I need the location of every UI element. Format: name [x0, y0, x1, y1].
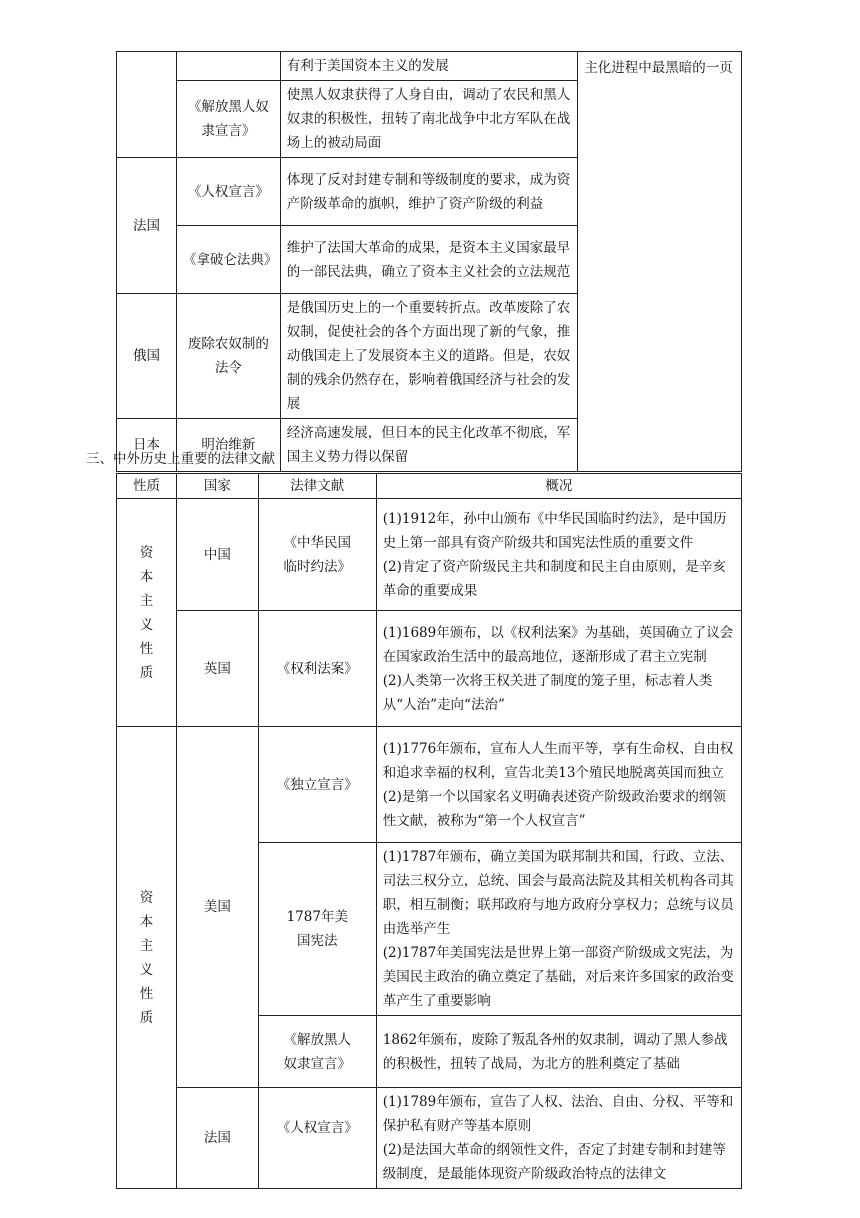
country-cell: 美国: [176, 727, 258, 1088]
country-cell: 法国: [117, 158, 177, 294]
country-cell: 俄国: [117, 294, 177, 419]
country-cell: 中国: [176, 499, 258, 611]
country-cell: 日本: [117, 419, 177, 472]
doc-cell: 《独立宣言》: [258, 727, 376, 843]
doc-cell: 《人权宣言》: [176, 158, 280, 226]
side-note-cell: 主化进程中最黑暗的一页: [578, 52, 742, 472]
overview-cell: (1)1789年颁布，宣告了人权、法治、自由、分权、平等和保护私有财产等基本原则 (2)是法国大革命的纲领性文件，否定了封建专制和封建等级制度，是最能体现资产阶级政治特点的法律文: [376, 1088, 741, 1189]
header-country: 国家: [176, 474, 258, 499]
overview-cell: (1)1912年，孙中山颁布《中华民国临时约法》，是中国历史上第一部具有资产阶级共和国宪法性质的重要文件 (2)肯定了资产阶级民主共和制度和民主自由原则，是辛亥革命的重要成果: [376, 499, 741, 611]
effect-cell: 有利于美国资本主义的发展: [280, 52, 577, 81]
header-overview: 概况: [376, 474, 741, 499]
overview-cell: (1)1776年颁布，宣布人人生而平等，享有生命权、自由权和追求幸福的权利，宣告北美13个殖民地脱离英国而独立 (2)是第一个以国家名义明确表述资产阶级政治要求的纲领性文献，被称为“第一个人权宣言”: [376, 727, 741, 843]
overview-cell: 1862年颁布，废除了叛乱各州的奴隶制，调动了黑人参战的积极性，扭转了战局，为北方的胜利奠定了基础: [376, 1016, 741, 1088]
doc-cell: 《人权宣言》: [258, 1088, 376, 1189]
country-cell: 英国: [176, 611, 258, 727]
overview-cell: (1)1689年颁布，以《权利法案》为基础，英国确立了议会在国家政治生活中的最高地位，逐渐形成了君主立宪制 (2)人类第一次将王权关进了制度的笼子里，标志着人类从“人治”走向“法治”: [376, 611, 741, 727]
doc-cell: 《中华民国临时约法》: [258, 499, 376, 611]
section-heading: 三、中外历史上重要的法律文献: [86, 451, 275, 467]
effect-cell: 体现了反对封建专制和等级制度的要求，成为资产阶级革命的旗帜，维护了资产阶级的利益: [280, 158, 577, 226]
doc-cell: 明治维新: [176, 419, 280, 472]
doc-cell: 1787年美国宪法: [258, 843, 376, 1016]
overview-cell: (1)1787年颁布，确立美国为联邦制共和国，行政、立法、司法三权分立，总统、国会与最高法院及其相关机构各司其职，相互制衡；联邦政府与地方政府分享权力；总统与议员由选举产生 (2)1787年美国宪法是世界上第一部资产阶级成文宪法，为美国民主政治的确立奠定了基础，对后来许多国家的政治变革产生了重要影响: [376, 843, 741, 1016]
header-nature: 性质: [117, 474, 177, 499]
continued-table: [116, 51, 742, 472]
doc-cell: 《解放黑人奴隶宣言》: [258, 1016, 376, 1088]
doc-cell: 《解放黑人奴隶宣言》: [176, 81, 280, 158]
effect-cell: 经济高速发展，但日本的民主化改革不彻底，军国主义势力得以保留: [280, 419, 577, 472]
effect-cell: 维护了法国大革命的成果，是资本主义国家最早的一部民法典，确立了资本主义社会的立法规范: [280, 226, 577, 294]
nature-cell: 资本主义性质: [117, 499, 177, 727]
doc-cell: 《权利法案》: [258, 611, 376, 727]
legal-documents-table: [116, 473, 742, 1189]
effect-cell: 是俄国历史上的一个重要转折点。改革废除了农奴制，促使社会的各个方面出现了新的气象，推动俄国走上了发展资本主义的道路。但是，农奴制的残余仍然存在，影响着俄国经济与社会的发展: [280, 294, 577, 419]
country-cell-empty: [117, 52, 177, 158]
header-document: 法律文献: [258, 474, 376, 499]
doc-cell: 《拿破仑法典》: [176, 226, 280, 294]
nature-cell: 资本主义性质: [117, 727, 177, 1189]
country-cell: 法国: [176, 1088, 258, 1189]
doc-cell: 废除农奴制的法令: [176, 294, 280, 419]
doc-cell-empty: [176, 52, 280, 81]
effect-cell: 使黑人奴隶获得了人身自由，调动了农民和黑人奴隶的积极性，扭转了南北战争中北方军队在战场上的被动局面: [280, 81, 577, 158]
